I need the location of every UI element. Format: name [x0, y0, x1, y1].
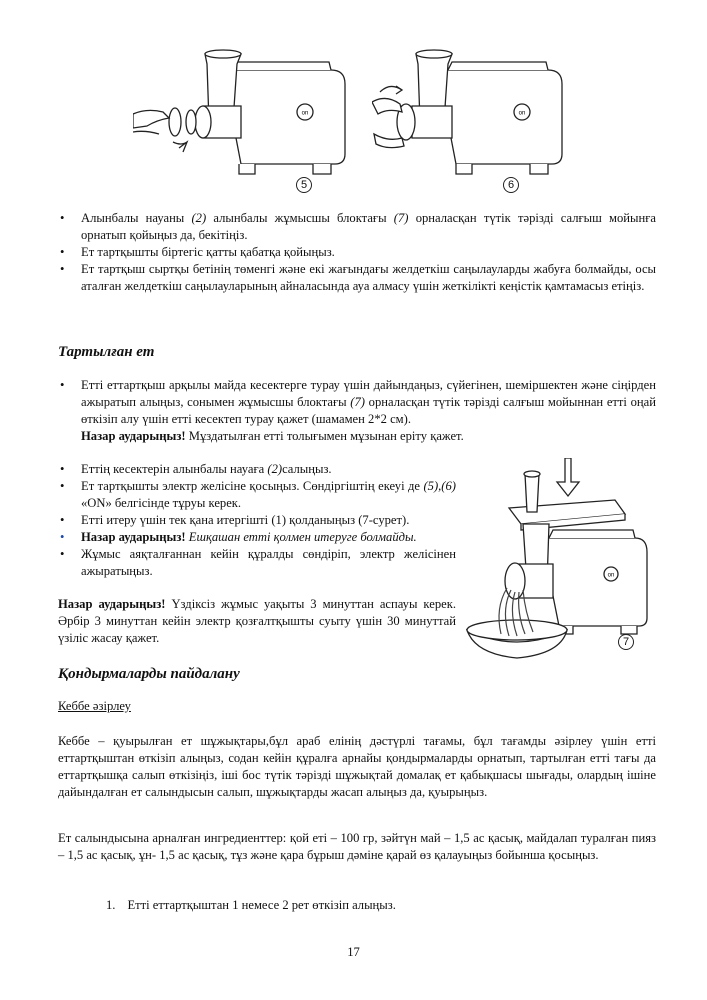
figure-6-label: 6: [503, 177, 519, 193]
list-item: • Жұмыс аяқталғаннан кейін құралды сөндіріп, электр желісінен ажыратыңыз.: [56, 546, 456, 580]
list-item: • Алынбалы науаны (2) алынбалы жұмысшы блоктағы (7) орналасқан түтік тәрізді салғыш мойынға орнатып қойыңыз да, бекітіңіз.: [56, 210, 656, 244]
power-switch-badge: on: [301, 110, 309, 117]
kebbe-ingredients: Ет салындысына арналған ингредиенттер: қой еті – 100 гр, зәйтүн май – 1,5 ас қасық, майдалап туралған пияз – 1,5 ас қасық, ұн- 1,5 ас қасық, тұз және қара бұрыш дәміне қарай өз қалауыңыз бойынша қосыңыз.: [58, 831, 656, 862]
figure-7-grinding-meat: [465, 458, 655, 660]
kebbe-step-1: 1. Етті еттартқыштан 1 немесе 2 рет өткізіп алыңыз.: [106, 898, 396, 912]
page-number: 17: [347, 945, 360, 959]
figure-5-grinder-assembly: [133, 42, 365, 198]
subheading-kebbe: Кеббе әзірлеу: [58, 699, 131, 713]
section-heading-attachments: Қондырмаларды пайдалану: [58, 666, 240, 682]
kebbe-description: Кеббе – қуырылған ет шұжықтары,бұл араб елінің дәстүрлі тағамы, бұл тағамды әзірлеу үшін етті еттартқыштан өткізіп алыңыз, содан кейін құралға арнайы қондырмаларды орнатып, тартылған етті тағы да еттартқышқа салып өткізіңіз, іші бос түтік тәрізді шұжықтай домалақ ет қабықшасы шығады, олардың ішіне дайындалған ет салындысын салып, шұжықтарды жасап алыңыз да, қуырыңыз.: [58, 734, 656, 799]
list-item: • Назар аударыңыз! Ешқашан етті қолмен итеруге болмайды.: [56, 529, 456, 546]
list-item: • Ет тартқышты электр желісіне қосыңыз. Сөндіргіштің екеуі де (5),(6) «ON» белгісінде тұруы керек.: [56, 478, 456, 512]
list-item: • Ет тартқыш сыртқы бетінің төменгі және екі жағындағы желдеткіш саңылауларды жабуға болмайды, осы аталған желдеткіш саңылауларының айналасында ауа алмасу үшін жеткілікті кеңістік қамтамасыз етіңіз.: [56, 261, 656, 295]
assembly-instructions-list: [56, 210, 656, 295]
list-item: • Етті еттартқыш арқылы майда кесектерге турау үшін дайындаңыз, сүйегінен, шеміршектен және сіңірден ажыратып алыңыз, сонымен жұмысшы блоктағы (7) орналасқан түтік тәрізді салғыш мойыннан етті оңай өткізіп алу үшін етті кесектеп турау қажет (шамамен 2*2 см). Назар аударыңыз! Мұздатылған етті толығымен мұзынан еріту қажет.: [56, 377, 656, 445]
list-item: • Етті итеру үшін тек қана итергішті (1) қолданыңыз (7-сурет).: [56, 512, 456, 529]
minced-meat-intro-list: [56, 377, 656, 445]
down-arrow-icon: [557, 458, 579, 496]
minced-meat-steps-list: [56, 461, 456, 580]
figure-7-label: 7: [618, 634, 634, 650]
section-heading-minced-meat: Тартылған ет: [58, 344, 155, 360]
figure-6-grinder-assembled: [372, 42, 582, 198]
list-item: • Ет тартқышты біртегіс қатты қабатқа қойыңыз.: [56, 244, 656, 261]
list-item: • Еттің кесектерін алынбалы науаға (2)салыңыз.: [56, 461, 456, 478]
power-switch-badge: on: [518, 110, 526, 117]
figure-5-label: 5: [296, 177, 312, 193]
power-switch-badge: on: [607, 572, 615, 579]
operating-time-note: Назар аударыңыз! Үздіксіз жұмыс уақыты 3 минуттан аспауы керек. Әрбір 3 минуттан кейін электр қозғалтқышты суыту үшін 30 минуттай үзіліс жасау қажет.: [58, 597, 456, 645]
